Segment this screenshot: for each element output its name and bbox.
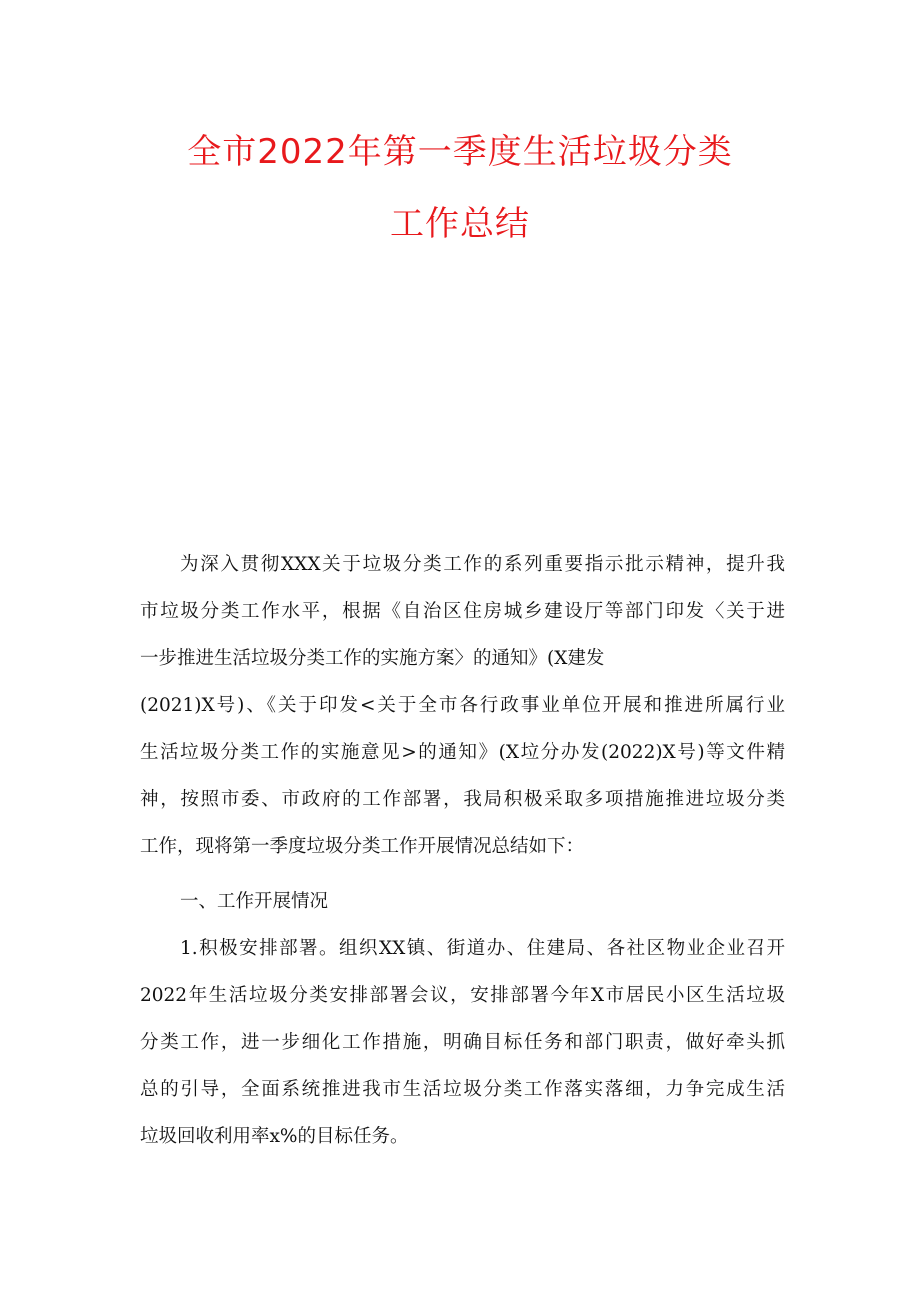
- section-heading: 一、工作开展情况: [180, 891, 329, 912]
- paragraph-line: 工作，现将第一季度垃圾分类工作开展情况总结如下：: [140, 836, 585, 857]
- paragraph-line: 市垃圾分类工作水平，根据《自治区住房城乡建设厅等部门印发〈关于进: [140, 601, 785, 622]
- paragraph-line: 一步推进生活垃圾分类工作的实施方案〉的通知》(X建发: [140, 648, 605, 669]
- document-title-line-2: 工作总结: [390, 204, 530, 244]
- paragraph-line: 生活垃圾分类工作的实施意见>的通知》(X垃分办发(2022)X号)等文件精: [140, 742, 785, 763]
- paragraph-line: 总的引导，全面系统推进我市生活垃圾分类工作落实落细，力争完成生活: [140, 1079, 785, 1100]
- paragraph-line: 1.积极安排部署。组织XX镇、街道办、住建局、各社区物业企业召开: [180, 938, 785, 959]
- document-title-line-1: 全市2022年第一季度生活垃圾分类: [187, 132, 733, 172]
- paragraph-line: 分类工作，进一步细化工作措施，明确目标任务和部门职责，做好牵头抓: [140, 1032, 785, 1053]
- paragraph-line: 垃圾回收利用率x%的目标任务。: [140, 1126, 409, 1147]
- paragraph-line: 为深入贯彻XXX关于垃圾分类工作的系列重要指示批示精神，提升我: [180, 554, 785, 575]
- item-1-paragraph: [140, 925, 785, 1160]
- paragraph-line: 2022年生活垃圾分类安排部署会议，安排部署今年X市居民小区生活垃圾: [140, 985, 785, 1006]
- intro-paragraph: [140, 541, 785, 870]
- section-heading-paragraph: [140, 878, 785, 925]
- paragraph-line: 神，按照市委、市政府的工作部署，我局积极采取多项措施推进垃圾分类: [140, 789, 785, 810]
- paragraph-line: (2021)X号)、《关于印发<关于全市各行政事业单位开展和推进所属行业: [140, 695, 785, 716]
